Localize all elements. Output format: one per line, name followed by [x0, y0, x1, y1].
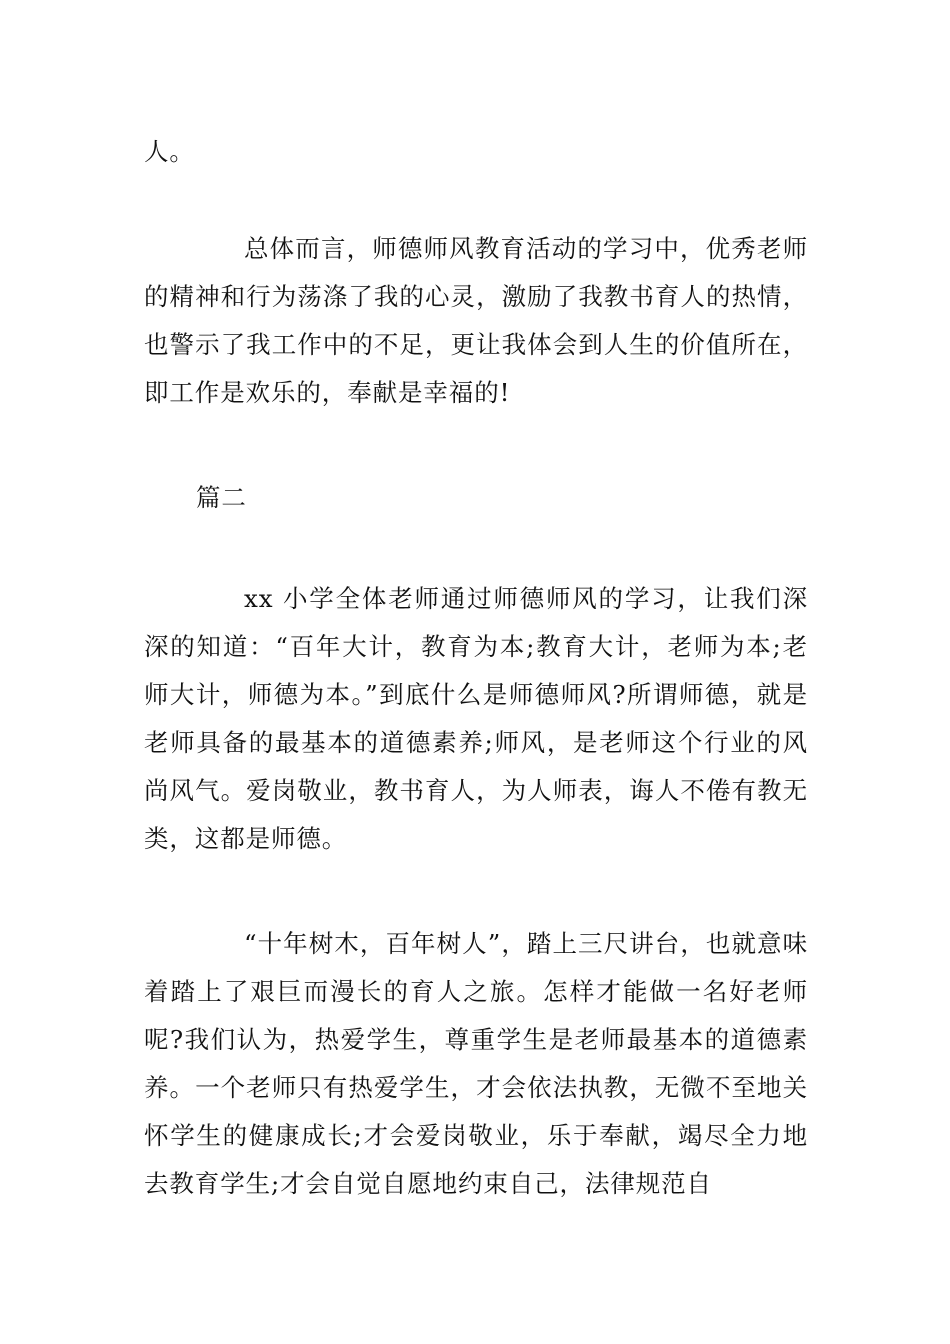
section-heading: 篇二 — [196, 483, 247, 512]
paragraph-intro: xx 小学全体老师通过师德师风的学习，让我们深深的知道：“百年大计，教育为本;教育大计，老师为本;老师大计，师德为本。”到底什么是师德师风?所谓师德，就是老师具备的最基本的道德素养;师风，是老师这个行业的风尚风气。爱岗敬业，教书育人，为人师表，诲人不倦有教无类，这都是师德。 — [144, 584, 808, 853]
paragraph-body: “十年树木，百年树人”，踏上三尺讲台，也就意味着踏上了艰巨而漫长的育人之旅。怎样才能做一名好老师呢?我们认为，热爱学生，尊重学生是老师最基本的道德素养。一个老师只有热爱学生，才会依法执教，无微不至地关怀学生的健康成长;才会爱岗敬业，乐于奉献，竭尽全力地去教育学生;才会自觉自愿地约束自己，法律规范自 — [144, 929, 808, 1198]
paragraph-summary: 总体而言，师德师风教育活动的学习中，优秀老师的精神和行为荡涤了我的心灵，激励了我教书育人的热情，也警示了我工作中的不足，更让我体会到人生的价值所在，即工作是欢乐的，奉献是幸福的! — [144, 234, 808, 407]
paragraph-continuation: 人。 — [144, 137, 195, 166]
